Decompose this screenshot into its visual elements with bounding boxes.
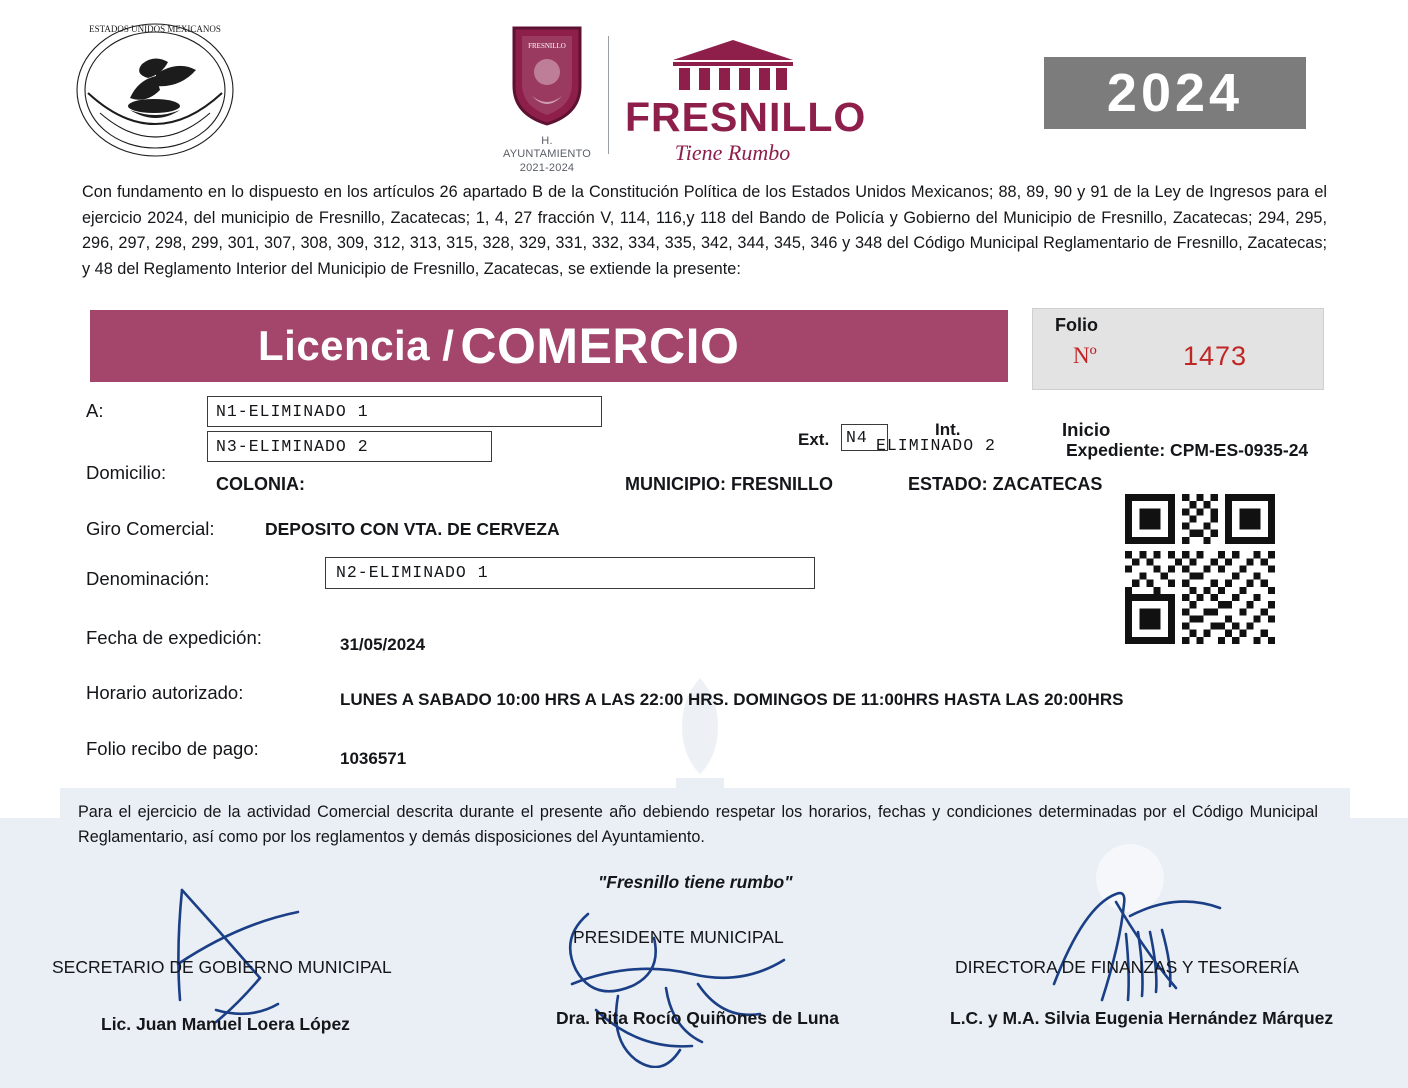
fresnillo-brand-logo xyxy=(625,38,867,165)
shield-caption-line1: H. AYUNTAMIENTO xyxy=(503,135,591,160)
license-title-band xyxy=(90,310,1008,382)
svg-text:ESTADOS UNIDOS MEXICANOS: ESTADOS UNIDOS MEXICANOS xyxy=(89,24,221,34)
signature-secretary xyxy=(120,860,350,1030)
folio-label: Folio xyxy=(1055,315,1098,335)
label-a: A: xyxy=(86,400,104,421)
signature-role-president: PRESIDENTE MUNICIPAL xyxy=(573,927,784,947)
label-inicio: Inicio xyxy=(1062,419,1111,440)
svg-text:FRESNILLO: FRESNILLO xyxy=(528,42,566,50)
signature-treasurer xyxy=(1030,880,1250,1020)
legal-basis-text: Con fundamento en lo dispuesto en los artículos 26 apartado B de la Constitución Política de los Estados Unidos Mexicanos; 88, 89, 90 y 91 de la Ley de Ingresos para el ejercicio 2024, del municipio de Fresnillo, Zacatecas; 1, 4, 27 fracción V, 114, 116,y 118 del Bando de Policía y Gobierno del Municipio de Fresnillo, Zacatecas; 294, 295, 296, 297, 298, 299, 301, 307, 308, 309, 312, 313, 315, 328, 329, 331, 332, 334, 335, 342, 344, 345, 346 y 348 del Código Municipal Reglamentario de Fresnillo, Zacatecas; y 48 del Reglamento Interior del Municipio de Fresnillo, Zacatecas, se extiende la presente: xyxy=(82,183,1327,278)
mexican-coat-of-arms-icon xyxy=(70,18,240,168)
label-folio-recibo: Folio recibo de pago: xyxy=(86,738,259,759)
value-int: ELIMINADO 2 xyxy=(876,436,996,455)
folio-box xyxy=(1032,308,1324,390)
license-title-part1: Licencia / xyxy=(258,322,455,369)
label-expediente: Expediente: CPM-ES-0935-24 xyxy=(1066,440,1309,460)
value-folio-recibo: 1036571 xyxy=(340,749,407,768)
fresnillo-building-icon xyxy=(643,38,823,90)
qr-code xyxy=(1125,494,1275,644)
label-fecha: Fecha de expedición: xyxy=(86,627,262,648)
value-domicilio: N3-ELIMINADO 2 xyxy=(216,437,369,456)
signature-president xyxy=(548,888,808,1068)
license-title-part2: COMERCIO xyxy=(460,318,740,374)
label-int: Int. xyxy=(935,420,961,439)
signature-role-treasurer: DIRECTORA DE FINANZAS Y TESORERÍA xyxy=(955,957,1299,977)
signature-name-treasurer: L.C. y M.A. Silvia Eugenia Hernández Márquez xyxy=(950,1008,1334,1028)
legal-basis-paragraph xyxy=(82,180,1327,282)
label-municipio: MUNICIPIO: FRESNILLO xyxy=(625,474,833,494)
value-a: N1-ELIMINADO 1 xyxy=(216,402,369,421)
label-estado: ESTADO: ZACATECAS xyxy=(908,474,1103,494)
conditions-paragraph xyxy=(78,800,1318,850)
shield-caption-line2: 2021-2024 xyxy=(519,162,575,175)
label-horario: Horario autorizado: xyxy=(86,682,244,703)
fresnillo-tagline: Tiene Rumbo xyxy=(674,140,791,165)
signature-name-secretary: Lic. Juan Manuel Loera López xyxy=(101,1014,350,1034)
signature-role-secretary: SECRETARIO DE GOBIERNO MUNICIPAL xyxy=(52,957,392,977)
folio-number-symbol: Nº xyxy=(1073,343,1097,368)
municipal-shield xyxy=(497,24,597,175)
year-badge: 2024 xyxy=(1044,57,1306,129)
label-giro: Giro Comercial: xyxy=(86,518,215,539)
motto-text: "Fresnillo tiene rumbo" xyxy=(598,872,793,892)
value-denominacion: N2-ELIMINADO 1 xyxy=(336,563,489,582)
fresnillo-wordmark: FRESNILLO xyxy=(625,94,867,140)
label-domicilio: Domicilio: xyxy=(86,462,167,483)
signature-name-president: Dra. Rita Rocío Quiñones de Luna xyxy=(556,1008,839,1028)
label-denominacion: Denominación: xyxy=(86,568,210,589)
conditions-text: Para el ejercicio de la actividad Comercial descrita durante el presente año debiendo respetar los horarios, fechas y condiciones determinadas por el Código Municipal Reglamentario, así como por los reglamentos y demás disposiciones del Ayuntamiento. xyxy=(78,803,1318,846)
header-divider xyxy=(608,36,609,154)
value-ext: N4 xyxy=(846,428,868,447)
label-colonia: COLONIA: xyxy=(216,474,305,494)
document-header xyxy=(0,0,1408,178)
value-giro: DEPOSITO CON VTA. DE CERVEZA xyxy=(265,519,560,539)
value-fecha: 31/05/2024 xyxy=(340,635,426,654)
label-ext: Ext. xyxy=(798,430,830,449)
value-horario: LUNES A SABADO 10:00 HRS A LAS 22:00 HRS. DOMINGOS DE 11:00HRS HASTA LAS 20:00HRS xyxy=(340,690,1124,709)
folio-number-value: 1473 xyxy=(1183,341,1248,371)
